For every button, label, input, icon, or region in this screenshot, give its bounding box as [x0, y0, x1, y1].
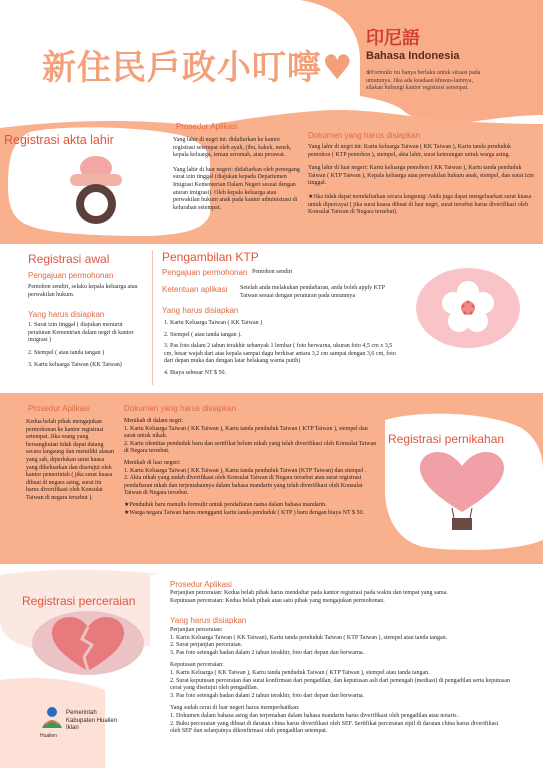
marriage-proc-title: Prosedur Aplikasi — [28, 404, 90, 413]
birth-docs-text — [308, 144, 534, 217]
birth-docs-title: Dokumen yang harus disiapkan — [308, 131, 421, 140]
initial-doc-2: 2. Stempel ( atau tanda tangan ) — [28, 349, 105, 356]
marriage-docs-title: Dokumen yang harus disiapkan — [124, 404, 237, 413]
logo-line-3: Iklan — [66, 725, 79, 731]
divorce-doc-4: 3. Pas foto setengah badan dalam 2 tahun terakhir, foto dari depan dan berwarna. — [170, 649, 365, 656]
marriage-doc-8: ★Warga negara Taiwan harus mengganti kartu tanda penduduk ( KTP ) baru dengan biaya NT $ 50. — [124, 509, 365, 516]
divorce-docs-text — [170, 627, 510, 736]
divorce-doc-9: Yang sudah cerai di luar negeri harus memperhatikan: — [170, 705, 300, 712]
ktp-docs-title: Yang harus disiapkan — [162, 306, 239, 315]
ktp-applicant-value: Pemohon sendiri — [252, 269, 293, 275]
broken-heart-icon — [30, 605, 146, 675]
divorce-proc-title: Prosedur Aplikasi — [170, 580, 232, 589]
header-note: ※Formulir ini hanya berlaku untuk situasi pada umumnya. Jika ada keadaan khusus-lainnya, silakan hubungi kantor registrasi setempat. — [366, 70, 481, 92]
marriage-doc-2: 1. Kartu Keluarga Taiwan ( KK Taiwan ), Kartu tanda penduduk Taiwan ( KTP Taiwan ), stempel dan surat untuk nikah. — [124, 425, 368, 440]
logo-line-2: Kabupaten Hualien — [66, 717, 118, 724]
marriage-doc-1: Menikah di dalam negri: — [124, 418, 184, 424]
pacifier-icon — [62, 148, 130, 232]
initial-title: Registrasi awal — [28, 252, 110, 266]
marriage-doc-7: ★Penduduk baru menulis formulir untuk pendaftaran nama dalam bahasa mandarin. — [124, 501, 327, 508]
initial-doc-1: 1. Surat izin tinggal ( diajukan menurut peraturan Kementrian dalam negri di kantor imigrasi ) — [28, 322, 134, 344]
birth-proc-para-1: Yang lahir di negri ini: didaftarkan ke kantor registrasi setempat oleh ayah, (ibu, kakek, nenek, kepala keluarga, teman serumah, atau perawat. — [173, 137, 292, 159]
ktp-doc-4: 4. Biaya sebesar NT $ 50. — [164, 369, 227, 376]
initial-applicant-title: Pengajuan permohonan — [28, 271, 114, 280]
divorce-doc-1: Perjanjian perceraian: — [170, 627, 223, 633]
divorce-proc-para-2: Keputusan perceraian: Kedua belah pihak atau satu pihak yang mengajukan permohonan. — [170, 597, 385, 604]
divorce-doc-3: 2. Surat perjanjian perceraian. — [170, 642, 243, 649]
ktp-rule-value: Setelah anda melakukan pendaftaran, anda boleh apply KTP Taiwan sesuai dengan peraturan pada umumnya — [240, 285, 385, 299]
marriage-proc-text: Kedua belah pihak mengajukan permohonan ke kantor registrasi setempat. Jika orang yang bersangkutan tidak dapat datang secara langsung dan memiliki alasan yang sah, diperlukan surat kuasa yang dikeluarkan dan disetujui oleh kantor pemerintah ( jika surat kuasa dibuat di negara asing, surat itu harus diverifikasi oleh Konsulat Taiwan di negara tersebut ). — [26, 419, 114, 501]
marriage-doc-3: 2. Kartu identitas penduduk baru dan sertifikat belum nikah yang telah diverifikasi oleh Konsulat Taiwan di Negara tersebut. — [124, 440, 377, 455]
initial-applicant-text: Pemohon sendiri, selaku kepala keluarga atau perwakilan hukum. — [28, 284, 138, 298]
birth-proc-para-2: Yang lahir di luar negeri: didaftarkan oleh pemegang surat izin tinggal (diajukan kepada Departemen Imigrasi Kementerian Dalam Negeri sesuai dengan aturan imigrasi). Oleh kepala keluarga atau perwakilan hukum anak pada kantor administrasi di kelurahan setempat. — [173, 166, 300, 211]
initial-docs-list — [28, 322, 146, 370]
divorce-proc-text — [170, 590, 500, 605]
flower-icon — [412, 262, 524, 354]
divorce-doc-7: 2. Surat keputusan perceraian dan surat konfirmasi dari pengadilan, dan keputusan asli dari penengah (mediasi) di pengadilan serta keputusan cerai yang disetujui oleh pengadilan. — [170, 677, 510, 692]
marriage-doc-6: 2. Akta nikah yang sudah diverifikasi oleh Konsulat Taiwan di Negara tersebut atau surat registrasi pendaftaran nikah dan terjemahannya dalam bahasa mandarin yang telah diverifikasi oleh Konsulat Taiwan di Negara tersebut. — [124, 475, 363, 497]
divorce-proc-para-1: Perjanjian perceraian: Kedua belah pihak harus mendaftar pada kantor registrasi pada waktu dan tempat yang sama. — [170, 590, 448, 596]
divorce-doc-5: Keputusan perceraian: — [170, 662, 224, 669]
divorce-doc-11: 2. Buku perceraian yang dibuat di daratan china harus diverifikasi oleh SEF. Sertifikat perceraian sipil di daratan china harus diverifikasi oleh SEF dan selanjutnya dikonfirmasi oleh pengadilan setempat. — [170, 720, 499, 735]
birth-docs-para-1: Yang lahir di negri ini: Kartu keluarga Taiwan ( KK Taiwan ), Kartu tanda penduduk pemohon ( KTP pemohon ), stempel, akta lahir, surat keterangan untuk warga asing. — [308, 144, 512, 158]
marriage-doc-5: 1. Kartu Keluarga Taiwan ( KK Taiwan ), Kartu tanda penduduk Taiwan (KTP Taiwan) dan stempel . — [124, 467, 367, 474]
ktp-applicant-label: Pengajuan permohonan — [162, 268, 248, 277]
language-cn-label: 印尼語 — [366, 28, 420, 49]
ktp-doc-1: 1. Kartu Keluarga Taiwan ( KK Taiwan ) — [164, 320, 263, 326]
government-logo-icon — [40, 706, 64, 732]
ktp-title: Pengambilan KTP — [162, 250, 259, 264]
divorce-doc-10: 1. Dokumen dalam bahasa asing dan terjemahan dalam bahasa mandarin harus diverifikasi oleh pengadilan atau notaris . — [170, 712, 460, 719]
page-title: 新住民戶政小叮嚀♥ — [42, 48, 354, 88]
divorce-docs-title: Yang harus disiapkan — [170, 616, 247, 625]
ktp-rule-label: Ketentuan aplikasi — [162, 285, 228, 294]
ktp-doc-2: 2. Stempel ( atau tanda tangan ). — [164, 331, 242, 338]
birth-title: Registrasi akta lahir — [4, 133, 114, 147]
birth-proc-title: Prosedur Aplikasi — [176, 122, 238, 131]
logo-small-text: Hualien — [40, 733, 57, 739]
ktp-docs-list — [164, 320, 400, 378]
marriage-doc-4: Menikah di luar negeri: — [124, 459, 181, 466]
divorce-doc-6: 1. Kartu Keluarga ( KK Taiwan ), Kartu tanda penduduk Taiwan ( KTP Taiwan ), stempel atau tanda tangan. — [170, 669, 430, 676]
marriage-docs-text — [124, 418, 380, 517]
birth-proc-text — [173, 137, 303, 212]
heart-balloon-icon — [412, 450, 512, 532]
initial-doc-3: 3. Kartu keluarga Taiwan (KK Taiwan) — [28, 362, 122, 369]
divorce-doc-2: 1. Kartu Keluarga Taiwan ( KK Taiwan), Kartu tanda penduduk Taiwan ( KTP Taiwan ), stempel atau tanda tangan. — [170, 634, 448, 641]
birth-docs-para-3: ★Jika tidak dapat mendaftarkan secara langsung: Anda juga dapat mengeluarkan surat kuasa untuk dipercayai ( jika surat kuasa dibuat di luar negri, surat tersebut harus diverifikasi oleh Konsulat Taiwan di Negara tersebut). — [308, 193, 532, 216]
logo-text — [66, 710, 117, 733]
ktp-doc-3: 3. Pas foto dalam 2 tahun terakhir sebanyak 1 lembar ( foto berwarna, ukuran foto 4,5 cm x 3,5 cm, besar wajah dari atas kepala sampai dagu berkisar antara 3,2 cm sampai dengan 3,6 cm, foto dari depan muka dan dengan latar belakang warna putih) — [164, 343, 396, 365]
logo-line-1: Pemerintah — [66, 710, 97, 716]
marriage-title: Registrasi pernikahan — [388, 432, 505, 446]
initial-docs-title: Yang harus disiapkan — [28, 310, 105, 319]
birth-docs-para-2: Yang lahir di luar negeri: Kartu keluarga pemohon ( KK Taiwan ), Kartu tanda penduduk Taiwan ( KTP Taiwan ), Kepala keluarga atau perwakilan hukum anak, stempel, dan surat izin tinggal. — [308, 165, 534, 187]
divorce-title: Registrasi perceraian — [22, 594, 136, 608]
column-divider — [152, 250, 153, 385]
divorce-doc-8: 3. Pas foto setengah badan dalam 2 tahun terakhir, foto dari depan dan berwarna. — [170, 692, 365, 699]
language-label: Bahasa Indonesia — [366, 50, 460, 62]
